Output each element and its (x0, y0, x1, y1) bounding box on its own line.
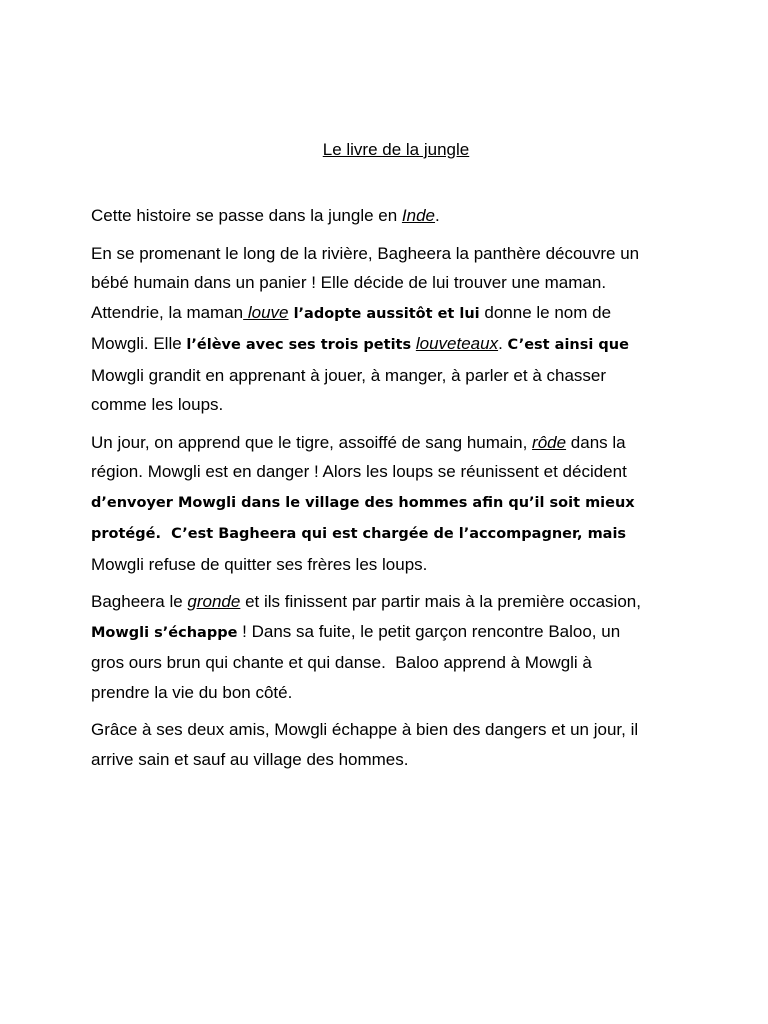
bold-text-run: C’est ainsi que (507, 337, 629, 353)
title-text: Le livre de la jungle (322, 140, 470, 159)
text-run: comme les loups. (91, 395, 224, 414)
emphasized-word: gronde (187, 592, 241, 611)
text-line (91, 390, 691, 420)
document-page (91, 140, 691, 782)
emphasized-word: rôde (532, 432, 567, 452)
bold-text-run: protégé. C’est Bagheera qui est chargée de l’accompagner, mais (91, 526, 627, 542)
text-line (91, 678, 691, 708)
text-line (91, 361, 691, 391)
text-run: Bagheera le (91, 592, 188, 611)
text-run: ! Dans sa fuite, le petit garçon rencontre Baloo, un (237, 621, 621, 641)
text-run: Un jour, on apprend que le tigre, assoiffé de sang humain, (91, 432, 533, 452)
emphasized-word: louveteaux (415, 334, 499, 353)
text-run: En se promenant le long de la rivière, Bagheera la panthère découvre un (91, 243, 640, 263)
text-line (91, 617, 691, 649)
text-line (91, 487, 691, 519)
emphasized-word: Inde (401, 206, 436, 225)
text-run: Grâce à ses deux amis, Mowgli échappe à bien des dangers et un jour, il (91, 720, 639, 739)
text-run: . (435, 206, 440, 225)
text-line (91, 298, 691, 330)
bold-text-run: Mowgli s’échappe (91, 624, 238, 641)
text-line (91, 201, 691, 231)
text-run: gros ours brun qui chante et qui danse. Baloo apprend à Mowgli à (91, 653, 592, 672)
text-run: Attendrie, la maman (91, 302, 244, 322)
text-run: prendre la vie du bon côté. (91, 682, 293, 702)
bold-text-run: l’élève avec ses trois petits (186, 337, 412, 353)
text-run: région. Mowgli est en danger ! Alors les loups se réunissent et décident (91, 462, 627, 481)
text-line (91, 715, 691, 745)
text-line (91, 428, 691, 458)
text-run: et ils finissent par partir mais à la première occasion, (240, 592, 641, 611)
text-run: . (498, 334, 508, 353)
text-line (91, 329, 691, 361)
text-run: Mowgli grandit en apprenant à jouer, à manger, à parler et à chasser (91, 365, 607, 385)
text-line (91, 239, 691, 269)
text-run: donne le nom de (479, 302, 612, 322)
emphasized-word: louve (243, 302, 289, 322)
text-line (91, 745, 691, 775)
text-line (91, 268, 691, 298)
text-run: Mowgli. Elle (91, 334, 187, 353)
document-body (91, 201, 691, 774)
document-title (91, 140, 691, 160)
text-line (91, 587, 691, 617)
bold-text-run: d’envoyer Mowgli dans le village des hommes afin qu’il soit mieux (91, 494, 635, 511)
text-run: bébé humain dans un panier ! Elle décide de lui trouver une maman. (91, 273, 607, 292)
text-line (91, 457, 691, 487)
text-run: Mowgli refuse de quitter ses frères les loups. (91, 554, 428, 574)
bold-text-run: l’adopte aussitôt et lui (288, 305, 480, 322)
text-line (91, 648, 691, 678)
paragraph (91, 428, 691, 580)
paragraph (91, 201, 691, 231)
text-line (91, 550, 691, 580)
paragraph (91, 239, 691, 420)
paragraph (91, 587, 691, 707)
text-line (91, 518, 691, 550)
text-run: Cette histoire se passe dans la jungle en (91, 206, 402, 225)
paragraph (91, 715, 691, 774)
text-run: dans la (566, 432, 626, 452)
text-run: arrive sain et sauf au village des hommes. (91, 749, 409, 769)
